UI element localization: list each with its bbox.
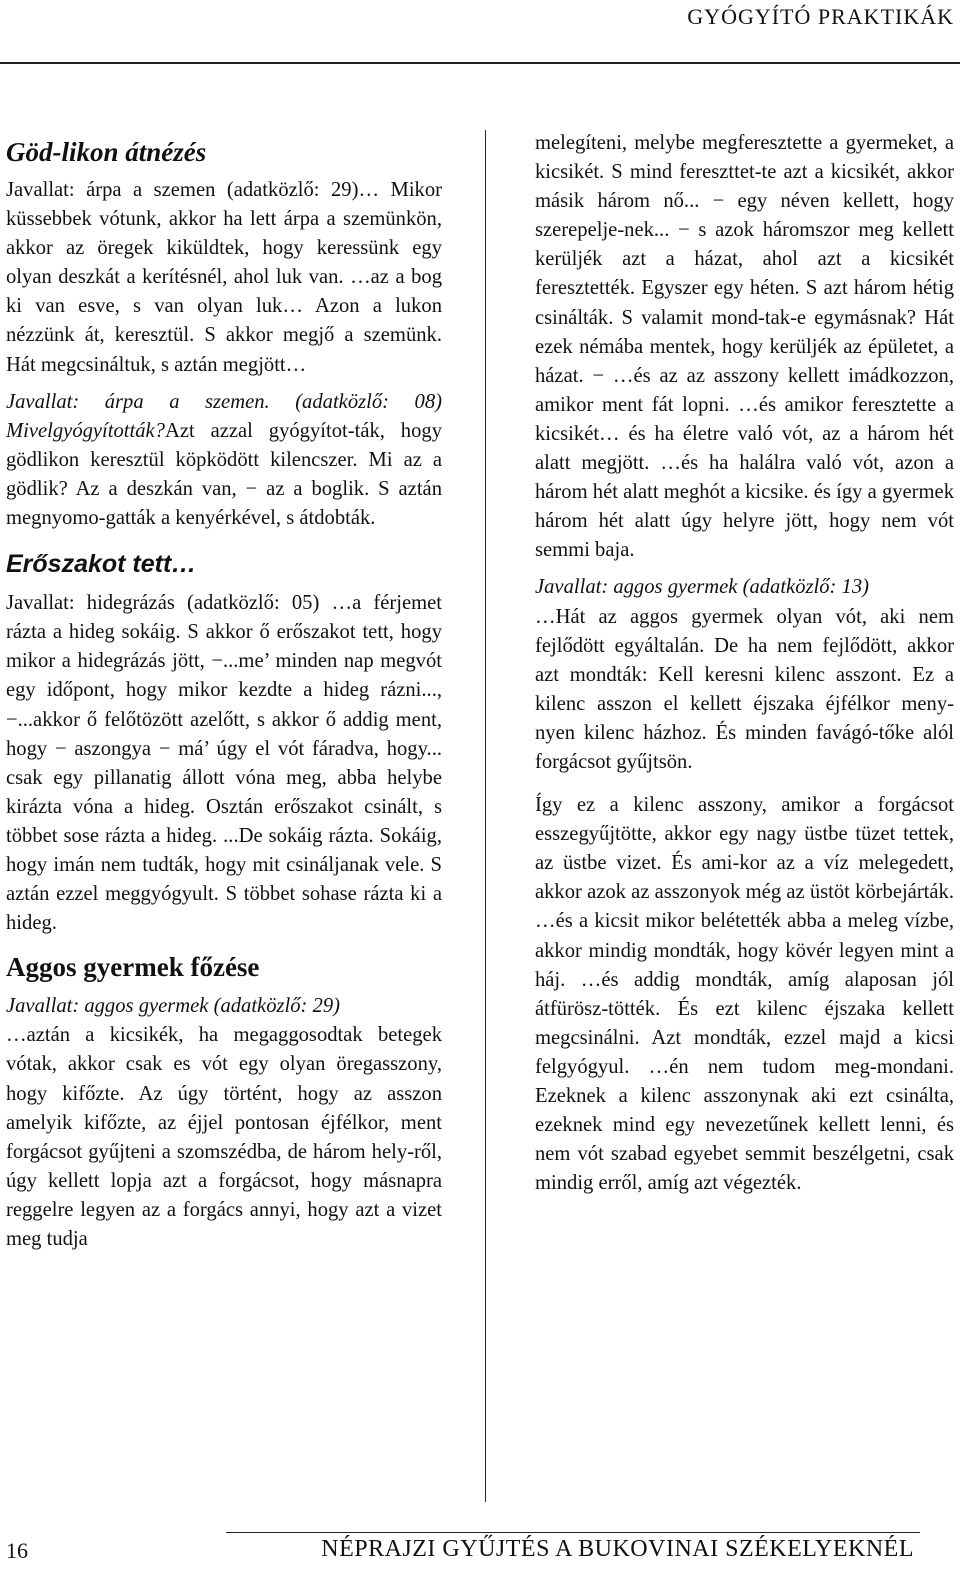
running-header-title: GYÓGYÍTÓ PRAKTIKÁK (687, 4, 954, 29)
body-text: Azt azzal gyógyítot-ták, hogy gödlikon keresztül köpködött kilencszer. Mi az a gödlik? Az a deszkán van, − az a boglik. S aztán megnyomo-gatták a kenyérkével, s átdobták. (6, 419, 442, 530)
page-number: 16 (6, 1538, 28, 1563)
indication-aggos-13: Javallat: aggos gyermek (adatközlő: 13) (535, 576, 869, 599)
section-title-aggos: Aggos gyermek főzése (6, 952, 260, 983)
paragraph-aggos-2: …Hát az aggos gyermek olyan vót, aki nem fejlődött egyáltalán. De ha nem fejlődött, akkor azt mondták: Kell keresni kilenc asszont. Ez a kilenc asszon el kellett éjszaka éjfélkor meny-nyen kilenc házhoz. És minden favágó-tőke alól forgácsot gyűjtsön. (535, 605, 954, 773)
header-rule (0, 62, 960, 64)
indication-aggos-29: Javallat: aggos gyermek (adatközlő: 29) (6, 995, 340, 1018)
paragraph-aggos-3: Így ez a kilenc asszony, amikor a forgácsot esszegyűjtötte, akkor egy nagy üstbe tüzet tettek, az üstbe vizet. És ami-kor az a víz melegedett, akkor azok az asszonyok még az üstöt körbejárták. …és a kicsit mikor belétették abba a meleg vízbe, akkor mindig mondták, hogy kövér legyen mint a háj. …és addig mondták, amíg alaposan jól átfürösz-tötték. És ezt kilenc éjszaka kellett megcsinálni. Azt mondták, ezzel majd a kicsi felgyógyul. …én nem tudom meg-mondani. Ezeknek a kilenc asszonynak aki ezt csinálta, ezeknek mind egy nevezetűnek kellett lenni, és nem vót szabad egyebet semmit beszélgetni, csak mindig erről, amíg azt végezték. (535, 794, 954, 1195)
paragraph-eroszakot: Javallat: hidegrázás (adatközlő: 05) …a férjemet rázta a hideg sokáig. S akkor ő erőszakot tett, hogy mikor a hidegrázás jött, −...me’ minden nap megvót egy időpont, hogy mikor kezdte a hideg rázni..., −...akkor ő felőtözött azelőtt, s akkor ő addig ment, hogy − aszongya − má’ úgy el vót fáradva, hogy... csak egy pillanatig állott vóna meg, abba helybe kirázta vóna a hideg. Osztán erőszakot csinált, s többet sose rázta a hideg. ...De sokáig rázta. Sokáig, hogy imán nem tudták, hogy mit csináljanak vele. S aztán ezzel meggyógyult. S többet sohase rázta ki a hideg. (6, 592, 442, 935)
indication-text: Javallat: árpa a szemen. (adatközlő: 08) Mivelgyógyították? (6, 390, 442, 442)
paragraph-aggos-continued: melegíteni, melybe megferesztette a gyermeket, a kicsikét. S mind fereszttet-te azt a kicsikét, akkor másik három nő... − egy néven kellett, hogy szerepelje-nek... − s azok háromszor meg kellett kerüljék azt a házat, ahol azt a kicsikét feresztették. Egyszer egy héten. S azt három hétig csinálták. S valamit mond-tak-e egymásnak? Hát ezek némába mentek, hogy kerüljék az épületet, a házat. − …és az az asszony kellett imádkozzon, amikor ment fát lopni. …és amikor feresztette a kicsikét… és ha életre való vót, az a három hét alatt megjött. …és ha halálra való vót, azon a három hét alatt meghót a kicsike. és így a gyermek három hét alatt úgy helyre jött, hogy nem vót semmi baja. (535, 132, 954, 562)
paragraph-aggos-1: …aztán a kicsikék, ha megaggosodtak betegek vótak, akkor csak es vót egy olyan öregasszony, hogy kifőzte. Az úgy történt, hogy az asszon amelyik kifőzte, az éjjel pontosan éjfélkor, ment forgácsot gyűjteni a szomszédba, de három hely-ről, úgy kellett lopja azt a forgácsot, hogy másnapra reggelre legyen az a forgács annyi, hogy azt a vizet meg tudja (6, 1024, 442, 1250)
footer-book-title: NÉPRAJZI GYŰJTÉS A BUKOVINAI SZÉKELYEKNÉL (321, 1536, 914, 1562)
section-title-god-likon: Göd-likon átnézés (6, 137, 207, 167)
column-divider (485, 130, 486, 1502)
section-title-eroszakot: Erőszakot tett… (6, 550, 197, 579)
paragraph-god-likon-1: Javallat: árpa a szemen (adatközlő: 29)… Mikor küssebbek vótunk, akkor ha lett árpa a szemünkön, akkor az öregek kiküldtek, hogy keressünk egy olyan deszkát a kerítésnél, ahol luk van. …az a bog ki van esve, s van olyan luk… Azon a lukon nézzünk át, keresztül. S akkor megjő a szemünk. Hát megcsináltuk, s aztán megjött… (6, 179, 442, 376)
paragraph-god-likon-2 (6, 388, 442, 533)
right-column (535, 129, 954, 1198)
footer-rule (226, 1532, 920, 1533)
left-column (6, 129, 442, 1254)
